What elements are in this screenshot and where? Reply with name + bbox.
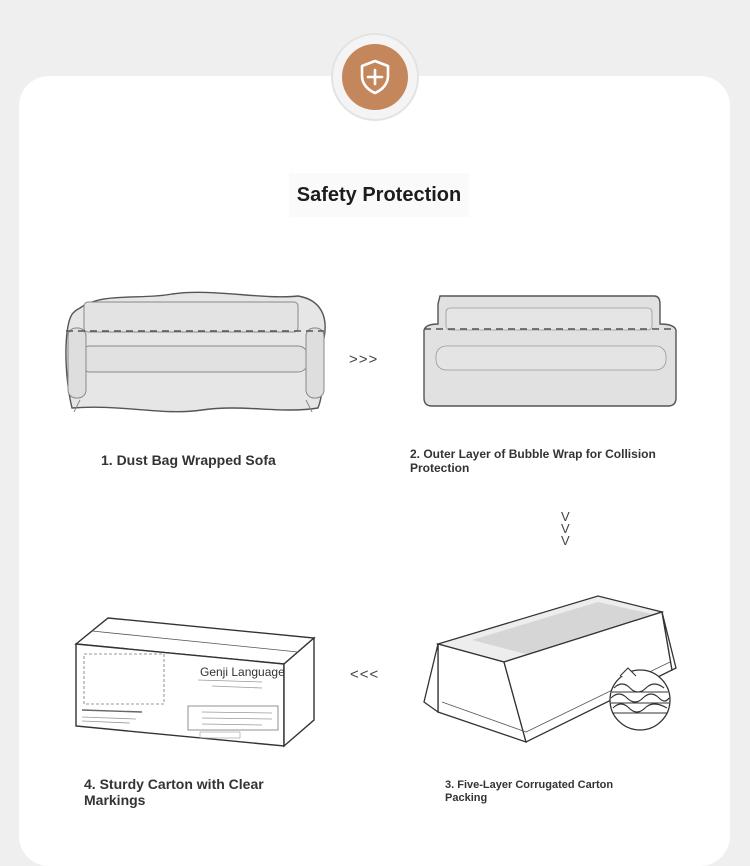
open-carton-illustration (422, 592, 678, 746)
sealed-carton-illustration (72, 614, 318, 750)
step-4-caption: 4. Sturdy Carton with Clear Markings (84, 776, 264, 808)
dust-bag-sofa-illustration (62, 288, 328, 418)
step-1-caption: 1. Dust Bag Wrapped Sofa (101, 452, 276, 468)
carton-brand-label: Genji Language (200, 665, 285, 679)
arrow-down-3: V (561, 533, 570, 548)
step-3-caption: 3. Five-Layer Corrugated Carton Packing (445, 779, 614, 804)
arrow-left: <<< (350, 666, 380, 683)
page-title: Safety Protection (289, 173, 469, 217)
arrow-down-1: V (561, 509, 570, 524)
shield-plus-icon (355, 57, 395, 97)
bubble-wrap-sofa-illustration (422, 294, 678, 410)
arrow-right: >>> (349, 351, 379, 368)
step-2-caption: 2. Outer Layer of Bubble Wrap for Collision Protection (410, 447, 656, 475)
header-badge (331, 33, 419, 121)
arrow-down-2: V (561, 521, 570, 536)
arrow-down (561, 511, 570, 547)
badge-circle (342, 44, 408, 110)
